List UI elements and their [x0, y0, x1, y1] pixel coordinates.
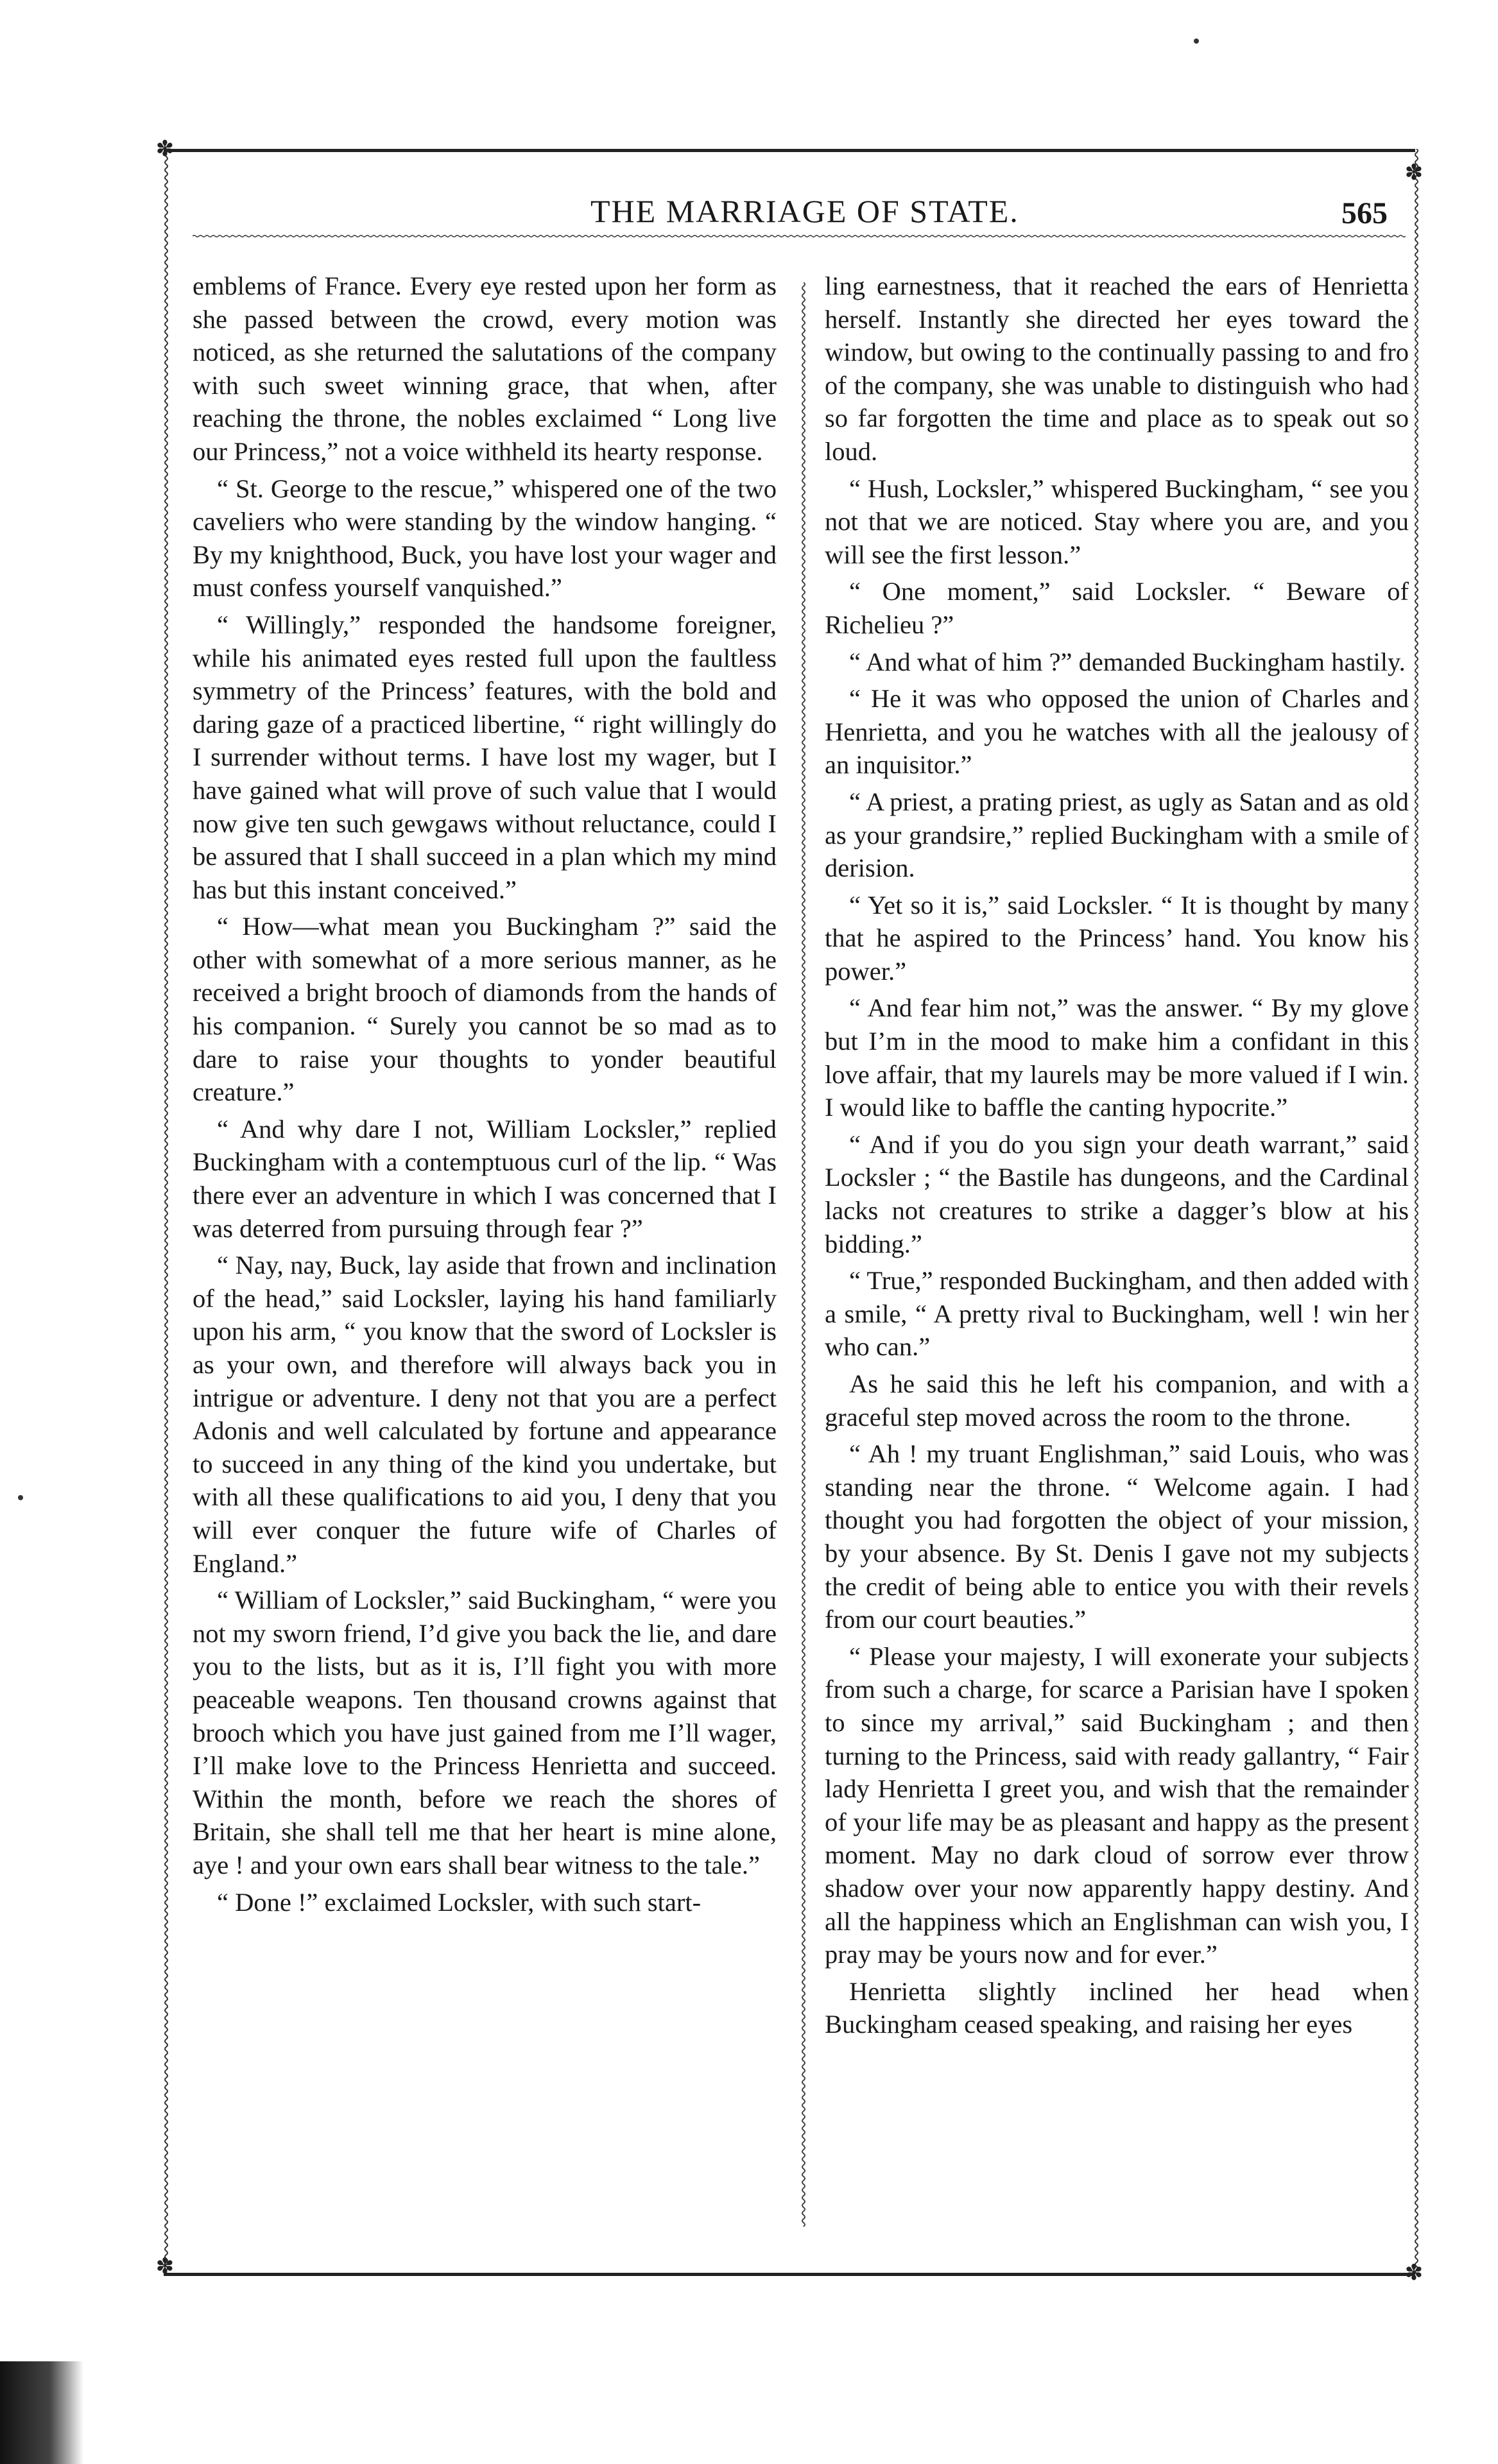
corner-ornament-icon: ✽	[155, 2254, 175, 2279]
paragraph: “ How—what mean you Buckingham ?” said the other with somewhat of a more serious manner, as he received a bright brooch of diamonds from the hands of his companion. “ Surely you cannot be so mad as to dare to raise your thoughts to yonder beautiful creature.”	[193, 912, 777, 1107]
paragraph: ling earnestness, that it reached the ears of Henrietta herself. Instantly she directed her eyes toward the window, but owing to the continually passing to and fro of the company, she was unable to distinguish who had so far forgotten the time and place as to speak out so loud.	[825, 271, 1409, 466]
paragraph: “ Please your majesty, I will exonerate your subjects from such a charge, for scarce a Parisian have I spoken to since my arrival,” said Buckingham ; and then turning to the Princess, said with ready gallantry, “ Fair lady Henrietta I greet you, and wish that the remainder of your life may be as pleasant and happy as the present moment. May no dark cloud of sorrow ever throw shadow over your now apparently happy destiny. And all the happiness which an Englishman can wish you, I pray may be yours now and for ever.”	[825, 1641, 1409, 1969]
paragraph: “ And what of him ?” demanded Buckingham hastily.	[849, 647, 1406, 676]
corner-ornament-icon: ✽	[1404, 2260, 1424, 2286]
scan-speck	[18, 1495, 23, 1500]
left-column	[193, 270, 777, 1922]
paragraph: “ He it was who opposed the union of Charles and Henrietta, and you he watches with all the jealousy of an inquisitor.”	[825, 684, 1409, 780]
paragraph: “ St. George to the rescue,” whispered one of the two caveliers who were standing by the window hanging. “ By my knighthood, Buck, you have lost your wager and must confess yourself vanquished.”	[193, 474, 777, 603]
paragraph: “ Done !” exclaimed Locksler, with such start-	[217, 1887, 702, 1917]
binding-shadow	[0, 2361, 83, 2464]
paragraph: “ Nay, nay, Buck, lay aside that frown and inclination of the head,” said Locksler, laying his hand familiarly upon his arm, “ you know that the sword of Locksler is as your own, and therefore will always back you in intrigue or adventure. I deny not that you are a perfect Adonis and well calculated by fortune and appearance to succeed in any thing of the kind you undertake, but with all these qualifications to aid you, I deny that you will ever conquer the future wife of Charles of England.”	[193, 1251, 777, 1578]
paragraph: “ A priest, a prating priest, as ugly as Satan and as old as your grandsire,” replied Buckingham with a smile of derision.	[825, 787, 1409, 883]
running-title: THE MARRIAGE OF STATE.	[590, 193, 1019, 229]
corner-ornament-icon: ✽	[1404, 160, 1424, 185]
paragraph: “ Yet so it is,” said Locksler. “ It is thought by many that he aspired to the Princess’ hand. You know his power.”	[825, 890, 1409, 986]
paragraph: “ Willingly,” responded the handsome foreigner, while his animated eyes rested full upon the faultless symmetry of the Princess’ features, with the bold and daring gaze of a practiced libertine, “ right willingly do I surrender without terms. I have lost my wager, but I have gained what will prove of such value that I would now give ten such gewgaws without reluctance, could I be assured that I shall succeed in a plan which my mind has but this instant conceived.”	[193, 610, 777, 904]
page-number: 565	[1341, 196, 1388, 230]
paragraph: “ And if you do you sign your death warrant,” said Locksler ; “ the Bastile has dungeons, and the Cardinal lacks not creatures to strike a dagger’s blow at his bidding.”	[825, 1129, 1409, 1258]
right-column	[825, 270, 1409, 2045]
right-border-rule	[1412, 149, 1421, 2273]
left-border-rule	[162, 149, 171, 2273]
paragraph: As he said this he left his companion, and with a graceful step moved across the room to the throne.	[825, 1369, 1409, 1432]
paragraph: “ And fear him not,” was the answer. “ By my glove but I’m in the mood to make him a confidant in this love affair, that my laurels may be more valued if I win. I would like to baffle the canting hypocrite.”	[825, 993, 1409, 1122]
header-rule	[193, 234, 1406, 238]
paragraph: “ Ah ! my truant Englishman,” said Louis, who was standing near the throne. “ Welcome again. I had thought you had forgotten the object of your mission, by your absence. By St. Denis I gave not my subjects the credit of being able to entice you with their revels from our court beauties.”	[825, 1439, 1409, 1634]
corner-ornament-icon: ✽	[155, 136, 175, 162]
scan-speck	[1194, 38, 1199, 44]
paragraph: “ William of Locksler,” said Buckingham, “ were you not my sworn friend, I’d give you back the lie, and dare you to the lists, but as it is, I’ll fight you with more peaceable weapons. Ten thousand crowns against that brooch which you have just gained from me I’ll wager, I’ll make love to the Princess Henrietta and succeed. Within the month, before we reach the shores of Britain, she shall tell me that her heart is mine alone, aye ! and your own ears shall bear witness to the tale.”	[193, 1586, 777, 1879]
column-divider	[799, 282, 808, 2227]
paragraph: “ And why dare I not, William Locksler,” replied Buckingham with a contemptuous curl of the lip. “ Was there ever an adventure in which I was concerned that I was deterred from pursuing through fear ?”	[193, 1114, 777, 1243]
paragraph: “ Hush, Locksler,” whispered Buckingham, “ see you not that we are noticed. Stay where you are, and you will see the first lesson.”	[825, 474, 1409, 569]
paragraph: “ True,” responded Buckingham, and then added with a smile, “ A pretty rival to Buckingham, well ! win her who can.”	[825, 1266, 1409, 1362]
paragraph: “ One moment,” said Locksler. “ Beware of Richelieu ?”	[825, 577, 1409, 639]
paragraph: Henrietta slightly inclined her head when Buckingham ceased speaking, and raising her eyes	[825, 1976, 1409, 2039]
paragraph: emblems of France. Every eye rested upon her form as she passed between the crowd, every motion was noticed, as she returned the salutations of the company with such sweet winning grace, that when, after reaching the throne, the nobles exclaimed “ Long live our Princess,” not a voice withheld its hearty response.	[193, 271, 777, 466]
